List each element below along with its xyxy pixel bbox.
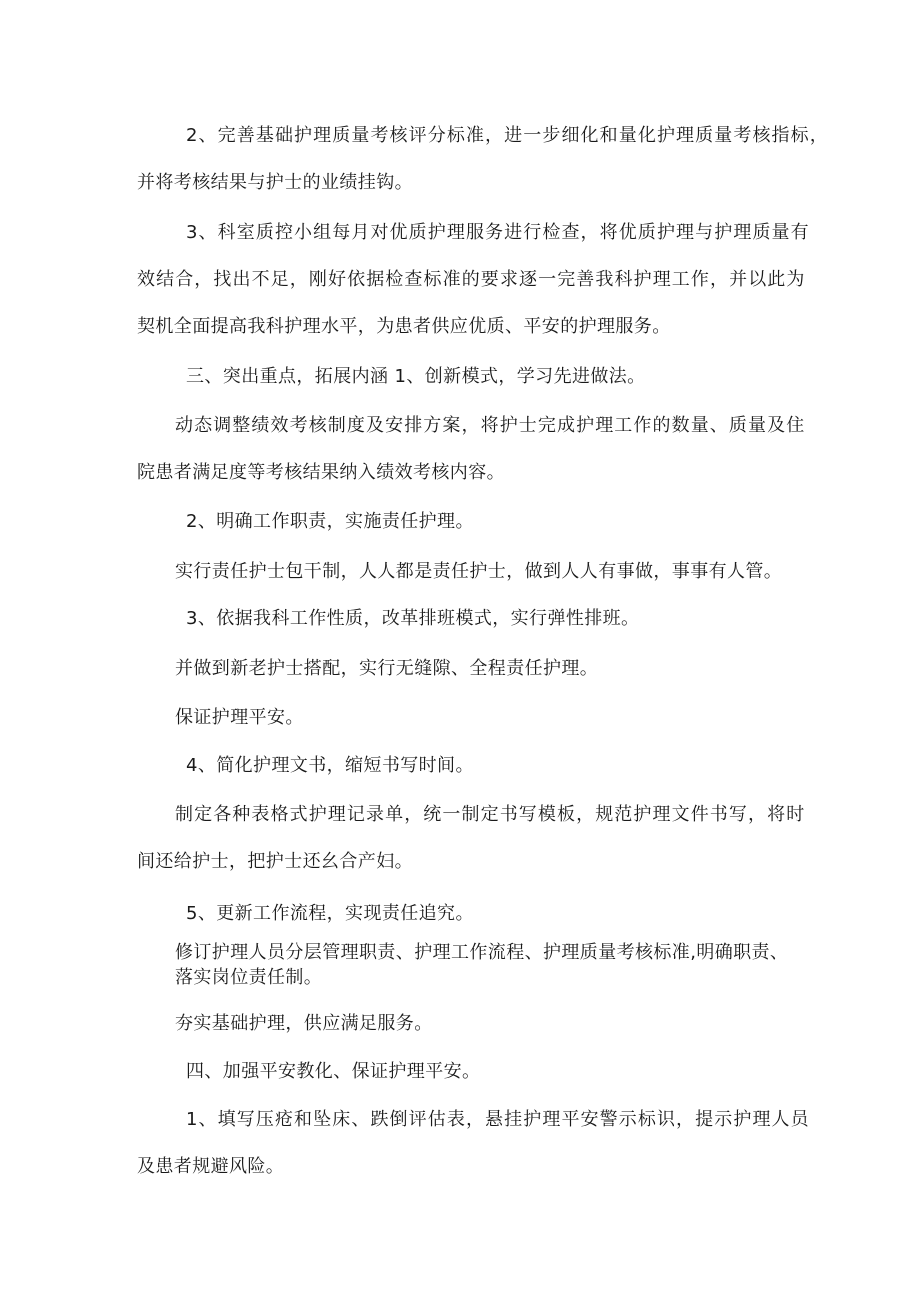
paragraph-line: 制定各种表格式护理记录单，统一制定书写模板，规范护理文件书写，将时 xyxy=(175,804,806,825)
section-heading: 四、加强平安教化、保证护理平安。 xyxy=(186,1061,481,1082)
paragraph-line: 契机全面提高我科护理水平，为患者供应优质、平安的护理服务。 xyxy=(137,316,671,337)
paragraph-line: 并做到新老护士搭配，实行无缝隙、全程责任护理。 xyxy=(175,658,599,679)
subheading-line: 3、依据我科工作性质，改革排班模式，实行弹性排班。 xyxy=(186,608,640,629)
subheading-line: 5、更新工作流程，实现责任追究。 xyxy=(186,903,474,924)
paragraph-line: 及患者规避风险。 xyxy=(137,1156,285,1177)
paragraph-line: 1、填写压疮和坠床、跌倒评估表，悬挂护理平安警示标识，提示护理人员 xyxy=(186,1109,810,1130)
paragraph-line: 修订护理人员分层管理职责、护理工作流程、护理质量考核标准,明确职责、 xyxy=(175,942,789,963)
paragraph-line: 3、科室质控小组每月对优质护理服务进行检查，将优质护理与护理质量有 xyxy=(186,222,810,243)
paragraph-line: 落实岗位责任制。 xyxy=(175,967,323,988)
paragraph-line: 并将考核结果与护士的业绩挂钩。 xyxy=(137,172,413,193)
section-heading: 三、突出重点，拓展内涵 1、创新模式，学习先进做法。 xyxy=(186,366,646,387)
paragraph-line: 动态调整绩效考核制度及安排方案，将护士完成护理工作的数量、质量及住 xyxy=(175,415,806,436)
paragraph-line: 夯实基础护理，供应满足服务。 xyxy=(175,1013,433,1034)
paragraph-line: 保证护理平安。 xyxy=(175,707,304,728)
paragraph-line: 2、完善基础护理质量考核评分标准，进一步细化和量化护理质量考核指标， xyxy=(186,125,829,146)
paragraph-line: 院患者满足度等考核结果纳入绩效考核内容。 xyxy=(137,462,505,483)
paragraph-line: 实行责任护士包干制，人人都是责任护士，做到人人有事做，事事有人管。 xyxy=(175,561,783,582)
subheading-line: 2、明确工作职责，实施责任护理。 xyxy=(186,511,474,532)
subheading-line: 4、简化护理文书，缩短书写时间。 xyxy=(186,755,474,776)
paragraph-line: 效结合，找出不足，刚好依据检查标准的要求逐一完善我科护理工作，并以此为 xyxy=(137,269,806,290)
paragraph-line: 间还给护士，把护士还幺合产妇。 xyxy=(137,851,413,872)
